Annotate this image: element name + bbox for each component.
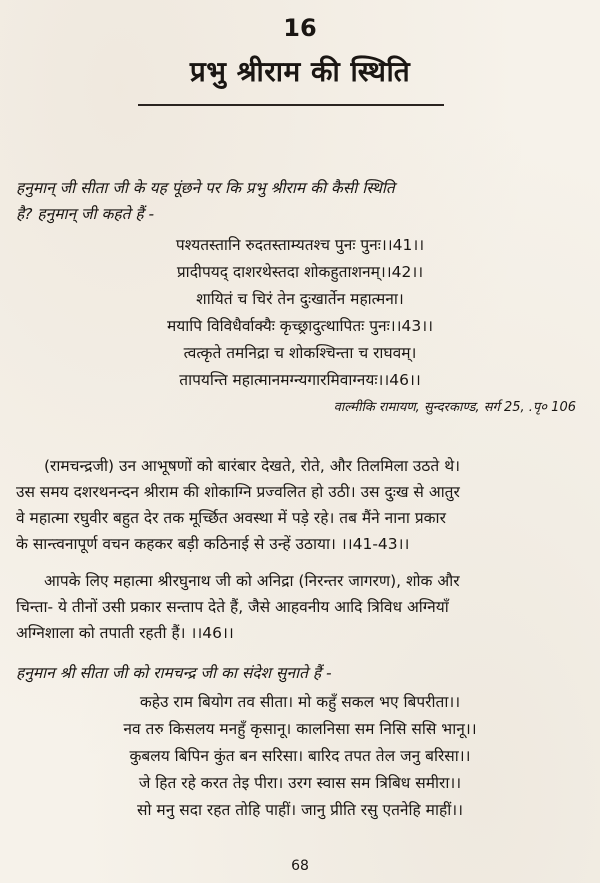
verse-line: नव तरु किसलय मनहुँ कृसानू। कालनिसा सम निसि ससि भानू।। [123,720,477,738]
verse-line: मयापि विविधैर्वाक्यैः कृच्छ्रादुत्थापितः पुनः।।43।। [167,317,433,335]
verse-line: जे हित रहे करत तेइ पीरा। उरग स्वास सम त्रिबिध समीरा।। [138,774,462,792]
paragraph-line: चिन्ता- ये तीनों उसी प्रकार सन्ताप देते हैं, जैसे आहवनीय आदि त्रिविध अग्नियाँ [16,598,449,616]
chapter-number: 16 [283,14,317,42]
verse-line: तापयन्ति महात्मानमग्न्यगारमिवाग्नयः।।46।। [179,371,421,389]
verse-line: कुबलय बिपिन कुंत बन सरिसा। बारिद तपत तेल जनु बरिसा।। [129,747,471,765]
paragraph-translation-2 [16,568,584,646]
verse-line: पश्यतस्तानि रुदतस्ताम्यतश्च पुनः पुनः।।41।। [175,236,425,254]
verse-line: शायितं च चिरं तेन दुःखार्तेन महात्मना। [196,290,404,308]
intro-line: हनुमान श्री सीता जी को रामचन्द्र जी का संदेश सुनाते हैं - [16,664,332,682]
paragraph-line: अग्निशाला को तपाती रहती हैं। ।।46।। [16,624,234,642]
paragraph-translation-1 [16,453,584,557]
paragraph-line: उस समय दशरथनन्दन श्रीराम की शोकाग्नि प्रज्वलित हो उठी। उस दुःख से आतुर [16,483,460,501]
verse-line: सो मनु सदा रहत तोहि पाहीं। जानु प्रीति रसु एतनेहि माहीं।। [137,801,463,819]
paragraph-line: (रामचन्द्रजी) उन आभूषणों को बारंबार देखते, रोते, और तिलमिला उठते थे। [44,457,460,475]
paragraph-line: आपके लिए महात्मा श्रीरघुनाथ जी को अनिद्रा (निरन्तर जागरण), शोक और [44,572,460,590]
verse-line: कहेउ राम बियोग तव सीता। मो कहुँ सकल भए बिपरीता।। [139,693,461,711]
verse-line: त्वत्कृते तमनिद्रा च शोकश्चिन्ता च राघवम्। [183,344,417,362]
intro-text-1 [16,175,584,227]
intro-line: हनुमान् जी सीता जी के यह पूंछने पर कि प्रभु श्रीराम की कैसी स्थिति [16,179,395,197]
intro-text-2 [16,660,584,686]
sanskrit-verses [0,232,600,394]
chaupai-verses [0,689,600,824]
paragraph-line: के सान्त्वनापूर्ण वचन कहकर बड़ी कठिनाई से उन्हें उठाया। ।।41-43।। [16,535,410,553]
paragraph-line: वे महात्मा रघुवीर बहुत देर तक मूर्च्छित अवस्था में पड़े रहे। तब मैंने नाना प्रकार [16,509,446,527]
page-number: 68 [291,858,309,874]
source-citation: वाल्मीकि रामायण, सुन्दरकाण्ड, सर्ग 25, .पृ० 106 [333,400,576,415]
title-underline [138,104,444,106]
verse-line: प्रादीपयद् दाशरथेस्तदा शोकहुताशनम्।।42।। [176,263,424,281]
chapter-title: प्रभु श्रीराम की स्थिति [189,55,411,88]
intro-line: है? हनुमान् जी कहते हैं - [16,205,155,223]
